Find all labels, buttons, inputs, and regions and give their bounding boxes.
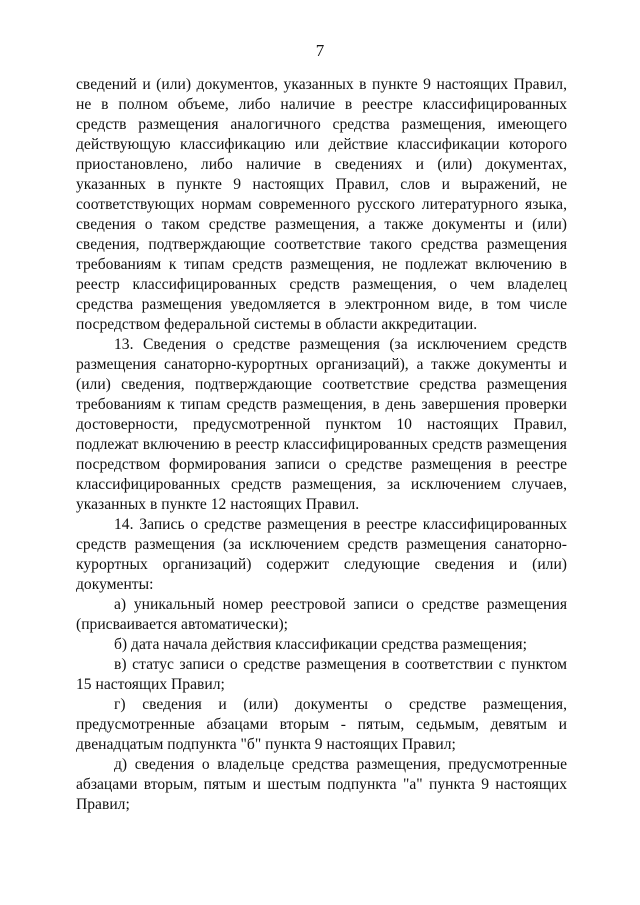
subitem-v: в) статус записи о средстве размещения в соответствии с пунктом 15 настоящих Правил; bbox=[76, 656, 567, 693]
document-body bbox=[76, 75, 567, 815]
subitem-g: г) сведения и (или) документы о средстве размещения, предусмотренные абзацами вторым - пятым, седьмым, девятым и двенадцатым подпункта "б" пункта 9 настоящих Правил; bbox=[76, 696, 567, 753]
subitem-d: д) сведения о владельце средства размещения, предусмотренные абзацами вторым, пятым и шестым подпункта "а" пункта 9 настоящих Правил; bbox=[76, 756, 567, 813]
paragraph-item-14: 14. Запись о средстве размещения в реестре классифицированных средств размещения (за исключением средств размещения санаторно-курортных организаций) содержит следующие сведения и (или) документы: bbox=[76, 516, 567, 593]
paragraph-continuation: сведений и (или) документов, указанных в пункте 9 настоящих Правил, не в полном объеме, либо наличие в реестре классифицированных средств размещения аналогичного средства размещения, имеющего действующую классификацию или действие классификации которого приостановлено, либо наличие в сведениях и (или) документах, указанных в пункте 9 настоящих Правил, слов и выражений, не соответствующих нормам современного русского литературного языка, сведения о таком средстве размещения, а также документы и (или) сведения, подтверждающие соответствие такого средства размещения требованиям к типам средств размещения, не подлежат включению в реестр классифицированных средств размещения, о чем владелец средства размещения уведомляется в электронном виде, в том числе посредством федеральной системы в области аккредитации. bbox=[76, 76, 567, 333]
page-number: 7 bbox=[315, 41, 325, 60]
paragraph-item-13: 13. Сведения о средстве размещения (за исключением средств размещения санаторно-курортных организаций), а также документы и (или) сведения, подтверждающие соответствие средства размещения требованиям к типам средств размещения, в день завершения проверки достоверности, предусмотренной пунктом 10 настоящих Правил, подлежат включению в реестр классифицированных средств размещения посредством формирования записи о средстве размещения в реестре классифицированных средств размещения, за исключением случаев, указанных в пункте 12 настоящих Правил. bbox=[76, 336, 567, 513]
subitem-a: а) уникальный номер реестровой записи о средстве размещения (присваивается автоматически); bbox=[76, 596, 567, 633]
subitem-b: б) дата начала действия классификации средства размещения; bbox=[114, 636, 527, 653]
